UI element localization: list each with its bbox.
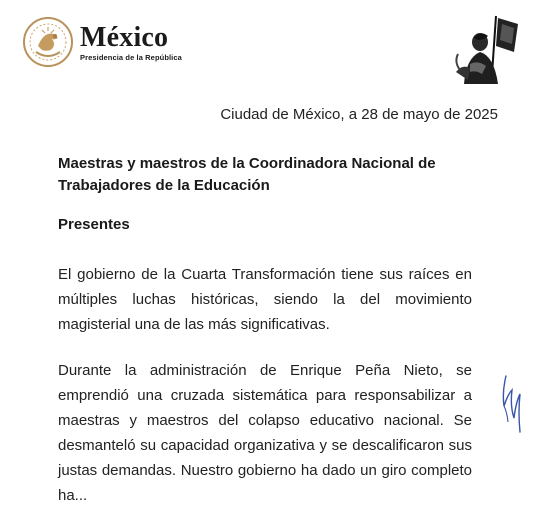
letter-date: Ciudad de México, a 28 de mayo de 2025: [220, 106, 498, 123]
brand-subtitle: Presidencia de la República: [80, 53, 182, 62]
paragraph-1: El gobierno de la Cuarta Transformación tiene sus raíces en múltiples luchas históricas, siendo la del movimiento magisterial una de las más significativas.: [58, 266, 472, 333]
coat-of-arms-seal-icon: [22, 16, 74, 68]
handwritten-initials-signature-icon: [498, 372, 524, 438]
brand-logo: [80, 24, 182, 62]
woman-with-flag-emblem-icon: [452, 14, 520, 86]
letter-addressee: Maestras y maestros de la Coordinadora Nacional de Trabajadores de la Educación: [58, 155, 436, 194]
paragraph-2: [58, 358, 472, 504]
letter-greeting: Presentes: [58, 216, 130, 233]
paragraph-2-text: Durante la administración de Enrique Peña Nieto, se emprendió una cruzada sistemática para responsabilizar a maestras y maestros del colapso educativo nacional. Se desmanteló su capacidad organizativa y se descalificaron sus justas demandas.: [58, 362, 472, 479]
brand-name: México: [80, 22, 169, 53]
paragraph-3-partial: Nuestro gobierno ha dado un giro completo ha...: [58, 462, 472, 504]
